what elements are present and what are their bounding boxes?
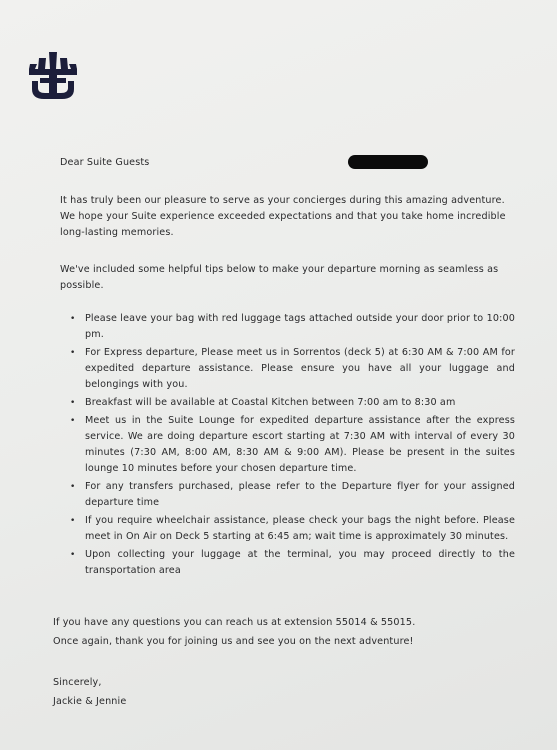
bullet-dot-icon: • <box>70 398 76 408</box>
departure-tips-list <box>70 311 515 581</box>
tip-text: Breakfast will be available at Coastal Kitchen between 7:00 am to 8:30 am <box>85 397 456 408</box>
tip-text: For any transfers purchased, please refer to the Departure flyer for your assigned departure time <box>85 481 515 508</box>
intro-paragraph: It has truly been our pleasure to serve as your concierges during this amazing adventure. We hope your Suite experience exceeded expectations and that you take home incredible long-lasting memories. <box>60 195 506 238</box>
bullet-dot-icon: • <box>70 516 76 526</box>
tip-text: Please leave your bag with red luggage tags attached outside your door prior to 10:00 pm. <box>85 313 515 340</box>
bullet-dot-icon: • <box>70 550 76 560</box>
list-item <box>70 513 515 545</box>
contact-line: If you have any questions you can reach us at extension 55014 & 55015. <box>53 617 416 628</box>
bullet-dot-icon: • <box>70 482 76 492</box>
redaction-bar <box>348 155 428 169</box>
list-item <box>70 547 515 579</box>
signoff-word: Sincerely, <box>53 677 102 688</box>
tip-text: Meet us in the Suite Lounge for expedited departure assistance after the express service. We are doing departure escort starting at 7:30 AM with interval of every 30 minutes (7:30 AM, 8:00 AM, 8:30 AM & 9:00 AM). Please be present in the suites lounge 10 minutes before your chosen departure time. <box>85 415 515 474</box>
thank-you-line: Once again, thank you for joining us and see you on the next adventure! <box>53 636 414 647</box>
tip-text: For Express departure, Please meet us in Sorrentos (deck 5) at 6:30 AM & 7:00 AM for expedited departure assistance. Please ensure you have all your luggage and belongings with you. <box>85 347 515 390</box>
crown-and-anchor-logo-icon <box>28 50 78 100</box>
bullet-dot-icon: • <box>70 348 76 358</box>
bullet-dot-icon: • <box>70 314 76 324</box>
salutation: Dear Suite Guests <box>60 157 150 168</box>
tip-text: If you require wheelchair assistance, please check your bags the night before. Please meet in On Air on Deck 5 starting at 6:45 am; wait time is approximately 30 minutes. <box>85 515 515 542</box>
closing-paragraph <box>53 613 523 651</box>
signoff <box>53 673 353 711</box>
list-item <box>70 479 515 511</box>
bullet-dot-icon: • <box>70 416 76 426</box>
list-item <box>70 413 515 477</box>
tip-text: Upon collecting your luggage at the terminal, you may proceed directly to the transportation area <box>85 549 515 576</box>
signature-names: Jackie & Jennie <box>53 696 127 707</box>
list-item <box>70 311 515 343</box>
tips-intro-paragraph: We've included some helpful tips below to make your departure morning as seamless as possible. <box>60 264 499 291</box>
list-item <box>70 395 515 411</box>
list-item <box>70 345 515 393</box>
